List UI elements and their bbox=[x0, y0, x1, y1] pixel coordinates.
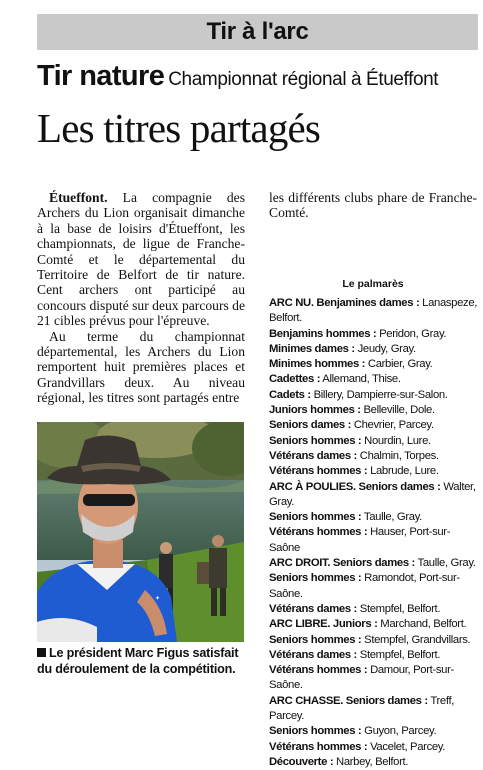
palmares-category: Minimes dames : bbox=[269, 342, 355, 355]
palmares-category: Vétérans dames : bbox=[269, 648, 357, 661]
palmares-row bbox=[269, 464, 479, 479]
palmares-category: Seniors hommes : bbox=[269, 511, 362, 524]
palmares-winner: Taulle, Gray. bbox=[361, 511, 422, 524]
palmares-row bbox=[269, 724, 479, 739]
palmares-category: ARC NU. Benjamines dames : bbox=[269, 297, 420, 309]
palmares-winner: Labrude, Lure. bbox=[367, 465, 439, 478]
headline: Les titres partagés bbox=[37, 105, 321, 151]
caption-text: Le président Marc Figus satisfait du déroulement de la compétition. bbox=[37, 646, 239, 676]
body-column-2 bbox=[269, 190, 477, 221]
palmares-winner: Marchand, Belfort. bbox=[377, 618, 467, 631]
body-text-1: La compagnie des Archers du Lion organisait dimanche à la base de loisirs d'Étueffont, les championnats, de ligue de Franche-Comté et le départemental du Territoire de Belfort de tir nature. Cent archers ont participé au concours disputé sur deux parcours de 21 cibles prévus pour l'épreuve. bbox=[37, 190, 246, 329]
palmares-winner: Stempfel, Belfort. bbox=[356, 648, 441, 661]
palmares-category: Cadettes : bbox=[269, 373, 321, 386]
palmares-row bbox=[269, 525, 479, 556]
palmares-winner: Ramondot, Port-sur-Saône. bbox=[269, 572, 460, 600]
kicker-light: Championnat régional à Étueffont bbox=[168, 69, 439, 90]
palmares-winner: Damour, Port-sur-Saône. bbox=[269, 664, 454, 692]
palmares-row bbox=[269, 648, 479, 663]
palmares-winner: Stempfel, Grandvillars. bbox=[361, 633, 471, 646]
palmares-list bbox=[269, 296, 479, 770]
caption-square-icon bbox=[37, 648, 46, 657]
palmares-winner: Chevrier, Parcey. bbox=[351, 419, 434, 432]
palmares-winner: Stempfel, Belfort. bbox=[356, 602, 441, 615]
photo-caption bbox=[37, 646, 247, 677]
body-column-1 bbox=[37, 190, 245, 406]
kicker-bold: Tir nature bbox=[37, 60, 165, 92]
palmares-category: ARC À POULIES. Seniors dames : bbox=[269, 480, 441, 493]
palmares-row bbox=[269, 617, 479, 632]
palmares-row bbox=[269, 571, 479, 602]
kicker bbox=[37, 60, 483, 93]
palmares-row bbox=[269, 342, 479, 357]
palmares-row bbox=[269, 480, 479, 511]
body-paragraph-1 bbox=[37, 190, 245, 329]
palmares-row bbox=[269, 510, 479, 525]
palmares-winner: Jeudy, Gray. bbox=[354, 342, 416, 355]
palmares-category: ARC LIBRE. Juniors : bbox=[269, 618, 378, 631]
photo-illustration bbox=[37, 422, 244, 642]
palmares-category: Seniors hommes : bbox=[269, 633, 362, 646]
palmares-category: Juniors hommes : bbox=[269, 404, 361, 417]
palmares-row bbox=[269, 449, 479, 464]
palmares-category: ARC CHASSE. Seniors dames : bbox=[269, 694, 428, 707]
palmares-category: Seniors hommes : bbox=[269, 434, 362, 447]
palmares-row bbox=[269, 633, 479, 648]
rubric-label: Tir à l'arc bbox=[206, 18, 309, 45]
palmares-title: Le palmarès bbox=[342, 278, 404, 290]
dateline: Étueffont. bbox=[49, 190, 108, 205]
palmares-row bbox=[269, 694, 479, 725]
palmares-winner: Allemand, Thise. bbox=[320, 373, 401, 386]
palmares-winner: Guyon, Parcey. bbox=[361, 725, 437, 738]
palmares-row bbox=[269, 556, 479, 571]
palmares-winner: Lanaspeze, Belfort. bbox=[269, 297, 478, 325]
palmares-category: Vétérans dames : bbox=[269, 602, 357, 615]
palmares-row bbox=[269, 403, 479, 418]
palmares-winner: Walter, Gray. bbox=[269, 480, 476, 508]
palmares-winner: Vacelet, Parcey. bbox=[367, 740, 446, 753]
palmares-category: Vétérans hommes : bbox=[269, 664, 368, 677]
palmares-row bbox=[269, 602, 479, 617]
palmares-category: Vétérans hommes : bbox=[269, 526, 368, 539]
shirt-logo: ✦ bbox=[155, 596, 161, 602]
palmares-row bbox=[269, 357, 479, 372]
palmares-category: Benjamins hommes : bbox=[269, 327, 377, 340]
palmares-winner: Billery, Dampierre-sur-Salon. bbox=[310, 388, 448, 401]
palmares-winner: Peridon, Gray. bbox=[376, 327, 447, 340]
palmares-winner: Carbier, Gray. bbox=[365, 358, 433, 371]
palmares-winner: Chalmin, Torpes. bbox=[356, 449, 439, 462]
palmares-row bbox=[269, 663, 479, 694]
body-paragraph-2 bbox=[37, 329, 245, 406]
palmares-category: Vétérans hommes : bbox=[269, 465, 368, 478]
palmares-winner: Belleville, Dole. bbox=[360, 404, 435, 417]
body-text-2: Au terme du championnat départemental, les Archers du Lion remportent huit premières places et Grandvillars deux. Au niveau régional, les titres sont partagés entre bbox=[37, 328, 245, 406]
palmares-category: Seniors hommes : bbox=[269, 572, 362, 585]
palmares-row bbox=[269, 434, 479, 449]
palmares-row bbox=[269, 740, 479, 755]
palmares-row bbox=[269, 755, 479, 770]
palmares-category: Vétérans hommes : bbox=[269, 740, 368, 753]
body-continuation: les différents clubs phare de Franche-Comté. bbox=[269, 190, 477, 221]
palmares-row bbox=[269, 372, 479, 387]
palmares-category: Découverte : bbox=[269, 755, 334, 768]
palmares-row bbox=[269, 418, 479, 433]
article-photo bbox=[37, 422, 244, 642]
palmares-category: Vétérans dames : bbox=[269, 449, 357, 462]
palmares-winner: Taulle, Gray. bbox=[414, 557, 476, 570]
palmares-category: Seniors dames : bbox=[269, 419, 352, 432]
palmares-winner: Treff, Parcey. bbox=[269, 694, 455, 723]
palmares-row bbox=[269, 327, 479, 342]
palmares-category: Minimes hommes : bbox=[269, 358, 366, 371]
palmares-winner: Narbey, Belfort. bbox=[333, 755, 409, 768]
palmares-category: Cadets : bbox=[269, 388, 311, 401]
palmares-row bbox=[269, 388, 479, 403]
palmares-category: Seniors hommes : bbox=[269, 725, 362, 738]
palmares-category: ARC DROIT. Seniors dames : bbox=[269, 557, 415, 570]
palmares-winner: Nourdin, Lure. bbox=[361, 434, 431, 447]
palmares-row bbox=[269, 296, 479, 327]
section-rubric bbox=[37, 14, 478, 50]
palmares-winner: Hauser, Port-sur-Saône bbox=[269, 526, 451, 554]
